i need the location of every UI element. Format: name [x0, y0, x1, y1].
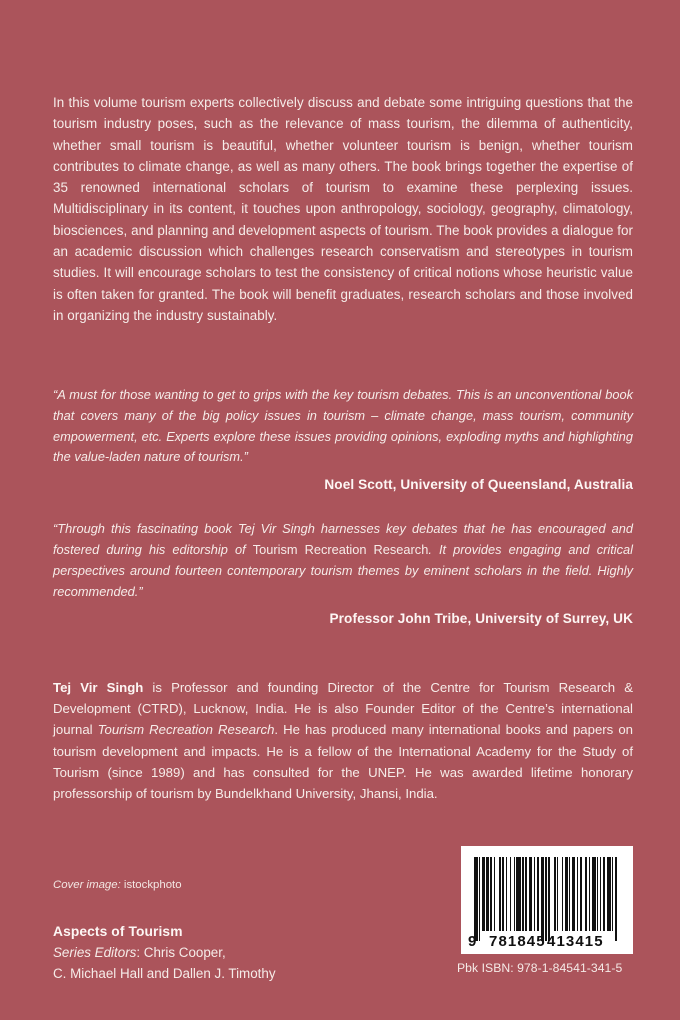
barcode-bar: [592, 857, 596, 931]
barcode-bar: [506, 857, 507, 931]
endorsement-1-attribution: Noel Scott, University of Queensland, Australia: [324, 477, 633, 493]
series-block: [53, 921, 276, 984]
barcode-bar: [612, 857, 613, 931]
author-bio: [53, 677, 633, 804]
endorsement-2-journal-title: Tourism Recreation Research: [252, 541, 429, 557]
barcode-bar: [525, 857, 526, 931]
barcode-bar: [499, 857, 501, 931]
barcode-bar: [494, 857, 495, 931]
barcode-bar: [490, 857, 491, 931]
barcode-bars: [474, 857, 620, 931]
barcode-right-group: 413415: [547, 933, 604, 950]
barcode-bar: [565, 857, 567, 931]
barcode-bar: [474, 857, 478, 941]
series-editors-names-1: : Chris Cooper,: [136, 945, 226, 960]
barcode-bar: [577, 857, 578, 931]
endorsement-2-quote: [53, 519, 633, 602]
blurb-paragraph: In this volume tourism experts collectively discuss and debate some intriguing questions that the tourism industry poses, such as the relevance of mass tourism, the dilemma of authenticity, whether small tourism is beautiful, whether volunteer tourism is benign, whether tourism contributes to climate change, as well as many others. The book brings together the expertise of 35 renowned international scholars of tourism to examine these perplexing issues. Multidisciplinary in its content, it touches upon anthropology, sociology, geography, climatology, biosciences, and planning and development aspects of tourism. The book provides a dialogue for an academic discussion which challenges research conservatism and stereotypes in tourism studies. It will encourage scholars to test the consistency of critical notions whose heuristic value is often taken for granted. The book will benefit graduates, research scholars and those involved in organizing the industry sustainably.: [53, 95, 633, 323]
barcode-bar: [486, 857, 490, 931]
barcode-bar: [589, 857, 590, 931]
isbn-text: Pbk ISBN: 978-1-84541-341-5: [457, 961, 623, 975]
endorsement-1: [53, 385, 633, 492]
barcode-lead-digit: 9: [468, 933, 478, 950]
series-editors-line-1: [53, 942, 276, 963]
endorsement-2-attribution: Professor John Tribe, University of Surrey, UK: [329, 611, 633, 627]
barcode-bar: [615, 857, 616, 941]
barcode-bar: [514, 857, 515, 931]
barcode-bar: [510, 857, 511, 931]
endorsement-2: [53, 519, 633, 626]
endorsements-section: [53, 385, 633, 630]
barcode-bar: [541, 857, 545, 941]
barcode-bar: [580, 857, 581, 931]
barcode-bar: [569, 857, 570, 931]
endorsement-1-quote: “A must for those wanting to get to grips with the key tourism debates. This is an unconventional book that covers many of the big policy issues in tourism – climate change, mass tourism, community empowerment, etc. Experts explore these issues providing opinions, exploding myths and highlighting the value-laden nature of tourism.”: [53, 387, 633, 465]
barcode-bar: [597, 857, 598, 931]
barcode-bar: [562, 857, 563, 931]
barcode-bar: [537, 857, 539, 931]
barcode-bar: [482, 857, 484, 931]
author-bio-journal-title: Tourism Recreation Research: [97, 722, 275, 738]
barcode-bar: [479, 857, 480, 941]
barcode-bar: [548, 857, 550, 941]
series-editors-label: Series Editors: [53, 945, 137, 960]
barcode-bar: [585, 857, 587, 931]
barcode-space: [617, 857, 621, 858]
barcode-bar: [607, 857, 611, 931]
endorsement-2-quote-part1: “Through this fascinating book Tej Vir Singh harnesses key debates that he has encouraged and fostered during his editorship of: [53, 521, 633, 557]
author-bio-part2: . He has produced many international books and papers on tourism development and impacts. He is a fellow of the International Academy for the Study of Tourism (since 1989) and has consulted for the UNEP. He was awarded lifetime honorary professorship of tourism by Bundelkhand University, Jhansi, India.: [53, 722, 633, 802]
barcode-left-group: 781845: [489, 933, 546, 950]
cover-image-credit-label: Cover image:: [53, 879, 121, 891]
barcode-bar: [534, 857, 535, 931]
cover-image-credit: [53, 877, 182, 893]
series-editors-names-2: C. Michael Hall and Dallen J. Timothy: [53, 966, 276, 981]
barcode-bar: [572, 857, 574, 931]
barcode: [461, 846, 633, 954]
barcode-digits: [461, 932, 633, 952]
barcode-bar: [545, 857, 546, 941]
barcode-bar: [522, 857, 524, 931]
cover-image-credit-value: istockphoto: [120, 879, 182, 891]
author-name: Tej Vir Singh: [53, 680, 144, 695]
barcode-bar: [516, 857, 521, 931]
barcode-bar: [600, 857, 601, 931]
barcode-bar: [502, 857, 504, 931]
barcode-bar: [603, 857, 605, 931]
barcode-bar: [554, 857, 556, 931]
author-bio-part1: is Professor and founding Director of the Centre for Tourism Research & Development (CTRD), Lucknow, India. He is also Founder Editor of the Centre’s international journal: [53, 680, 633, 738]
endorsement-2-quote-part2: . It provides engaging and critical perspectives around fourteen contemporary tourism themes by eminent scholars in the field. Highly recommended.”: [53, 541, 634, 599]
barcode-bar: [529, 857, 533, 931]
series-title: Aspects of Tourism: [53, 924, 183, 939]
barcode-bar: [557, 857, 558, 931]
